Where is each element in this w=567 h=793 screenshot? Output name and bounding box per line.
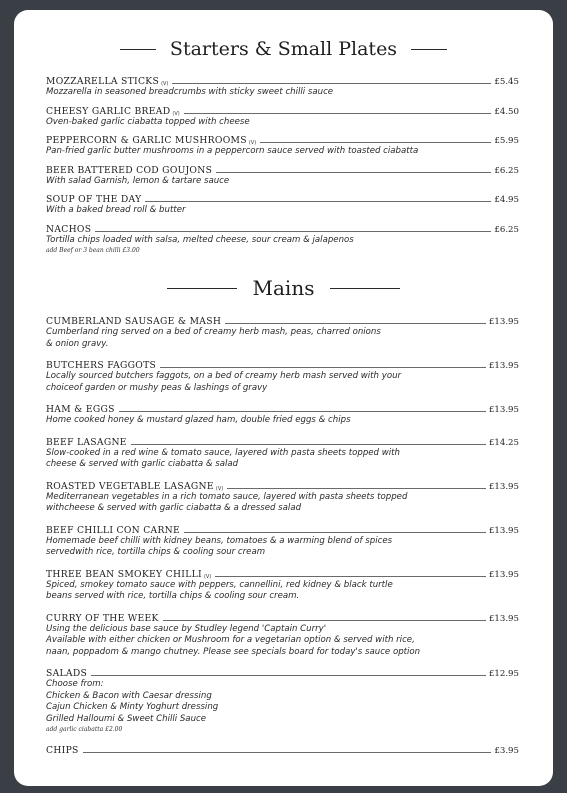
price-leader-line [83,752,492,753]
menu-item [46,104,519,129]
menu-item-description: Grilled Halloumi & Sweet Chilli Sauce [46,713,207,724]
menu-item-description: & onion gravy. [46,338,109,349]
menu-item [46,74,519,99]
vegetarian-marker: (V) [215,485,224,492]
menu-item [46,523,519,559]
menu-item [46,163,519,188]
menu-item-price: £4.95 [494,195,519,205]
menu-item-description: Tortilla chips loaded with salsa, melted cheese, sour cream & jalapenos [46,234,354,245]
menu-item-description: Mozzarella in seasoned breadcrumbs with sticky sweet chilli sauce [46,87,334,97]
menu-item-description: Home cooked honey & mustard glazed ham, double fried eggs & chips [46,415,351,425]
starters-list [46,74,519,261]
mains-heading [14,276,553,300]
menu-item-header [46,523,519,536]
menu-item-header [46,743,519,756]
mains-title: Mains [252,276,315,300]
menu-item-description: Slow-cooked in a red wine & tomato sauce, layered with pasta sheets topped with [46,447,400,458]
menu-item-description: Locally sourced butchers faggots, on a bed of creamy herb mash served with your [46,371,402,381]
menu-item-name: ROASTED VEGETABLE LASAGNE [46,480,214,492]
menu-item-header [46,192,519,205]
price-leader-line [215,576,486,577]
price-leader-line [145,201,491,202]
menu-item [46,192,519,217]
menu-item-price: £6.25 [494,224,519,235]
menu-item-header [46,104,519,117]
price-leader-line [163,620,486,621]
heading-rule-right [411,49,447,50]
menu-item-name: MOZZARELLA STICKS [46,76,160,87]
price-leader-line [91,675,486,676]
menu-item-header [46,133,519,146]
menu-item-description: withcheese & served with garlic ciabatta & a dressed salad [46,503,302,513]
menu-page [14,10,553,786]
menu-item-name: BEEF CHILLI CON CARNE [46,524,181,536]
price-leader-line [95,231,491,232]
menu-item-name: PEPPERCORN & GARLIC MUSHROOMS [46,135,247,146]
menu-item-description: beans served with rice, tortilla chips & cooling sour cream. [46,591,300,601]
menu-item-header [46,74,519,87]
vegetarian-marker: (V) [172,110,180,117]
menu-item [46,743,519,756]
price-leader-line [184,113,492,114]
menu-item-description: Using the delicious base sauce by Studley legend 'Captain Curry' [46,623,327,634]
menu-item-description: With salad Garnish, lemon & tartare sauce [46,175,230,186]
menu-item-description: With a baked bread roll & butter [46,205,186,215]
menu-item-description: servedwith rice, tortilla chips & cooling sour cream [46,547,266,557]
menu-item-header [46,402,519,415]
menu-item-header [46,435,519,448]
menu-item-price: £13.95 [488,525,519,536]
menu-item-price: £13.95 [488,613,519,624]
menu-item-description: Mediterranean vegetables in a rich tomato sauce, layered with pasta sheets topped [46,491,408,502]
menu-item-price: £12.95 [488,669,519,679]
menu-item-description: Available with either chicken or Mushroom for a vegetarian option & served with rice, [46,635,415,645]
menu-item-name: CUMBERLAND SAUSAGE & MASH [46,316,222,327]
menu-item-name: SALADS [46,668,88,679]
menu-item-description: Cajun Chicken & Minty Yoghurt dressing [46,702,219,712]
menu-item-header [46,479,519,492]
menu-item-name: CURRY OF THE WEEK [46,612,159,624]
starters-title: Starters & Small Plates [169,38,398,60]
mains-list [46,314,519,764]
menu-item-description: Oven-baked garlic ciabatta topped with cheese [46,116,250,127]
menu-item-description: Cumberland ring served on a bed of creamy herb mash, peas, charred onions [46,327,381,337]
price-leader-line [225,323,486,324]
heading-rule-left [120,49,156,50]
menu-item-description: choiceof garden or mushy peas & lashings of gravy [46,382,268,393]
menu-item-description: Pan-fried garlic butter mushrooms in a peppercorn sauce served with toasted ciabatta [46,146,419,156]
menu-item-price: £13.95 [488,361,519,371]
menu-item [46,666,519,735]
menu-item-price: £13.95 [488,317,519,327]
menu-item-name: SOUP OF THE DAY [46,194,142,205]
menu-item-name: CHIPS [46,745,79,756]
menu-item-name: BUTCHERS FAGGOTS [46,360,157,371]
menu-item [46,611,519,659]
menu-item [46,222,519,257]
price-leader-line [119,411,486,412]
menu-item-name: BEEF LASAGNE [46,436,127,448]
price-leader-line [160,367,486,368]
menu-item [46,567,519,603]
heading-rule-right [330,288,400,289]
starters-heading [14,38,553,60]
menu-item-price: £5.45 [494,77,519,87]
menu-item [46,358,519,394]
menu-item-header [46,314,519,327]
menu-item-price: £3.95 [494,746,519,756]
vegetarian-marker: (V) [203,573,212,580]
menu-item-description: cheese & served with garlic ciabatta & salad [46,459,239,469]
menu-item-price: £4.50 [494,106,519,117]
menu-item [46,479,519,515]
menu-item-name: CHEESY GARLIC BREAD [46,105,171,117]
menu-item-description: Chicken & Bacon with Caesar dressing [46,690,212,701]
menu-item-name: BEER BATTERED COD GOUJONS [46,164,213,176]
menu-item-price: £14.25 [488,437,519,448]
menu-item-price: £13.95 [488,569,519,580]
menu-item-price: £13.95 [488,405,519,415]
menu-item [46,435,519,471]
menu-item-price: £13.95 [488,481,519,492]
menu-item-price: £6.25 [494,165,519,176]
menu-item-description: naan, poppadom & mango chutney. Please see specials board for today's sauce option [46,646,421,657]
price-leader-line [184,532,486,533]
price-leader-line [172,83,491,84]
menu-item-name: HAM & EGGS [46,404,115,415]
menu-item [46,314,519,350]
vegetarian-marker: (V) [161,81,169,87]
price-leader-line [260,142,491,143]
menu-item-description: Homemade beef chilli with kidney beans, tomatoes & a warming blend of spices [46,535,393,546]
price-leader-line [216,172,491,173]
menu-item-header [46,611,519,624]
price-leader-line [227,488,486,489]
menu-item-header [46,358,519,371]
price-leader-line [131,444,486,445]
menu-item [46,402,519,427]
menu-item-header [46,666,519,679]
heading-rule-left [167,288,237,289]
menu-item-header [46,163,519,176]
menu-item-description: Choose from: [46,679,104,689]
menu-item-name: THREE BEAN SMOKEY CHILLI [46,568,202,580]
menu-item-description: Spiced, smokey tomato sauce with peppers, cannellini, red kidney & black turtle [46,579,393,590]
menu-item-header [46,567,519,580]
menu-item-price: £5.95 [494,136,519,146]
menu-item-header [46,222,519,235]
menu-item-addon: add Beef or 3 bean chilli £3.00 [46,247,140,254]
menu-item [46,133,519,158]
vegetarian-marker: (V) [248,140,257,146]
menu-item-name: NACHOS [46,223,92,235]
menu-item-addon: add garlic ciabatta £2.00 [46,726,123,733]
